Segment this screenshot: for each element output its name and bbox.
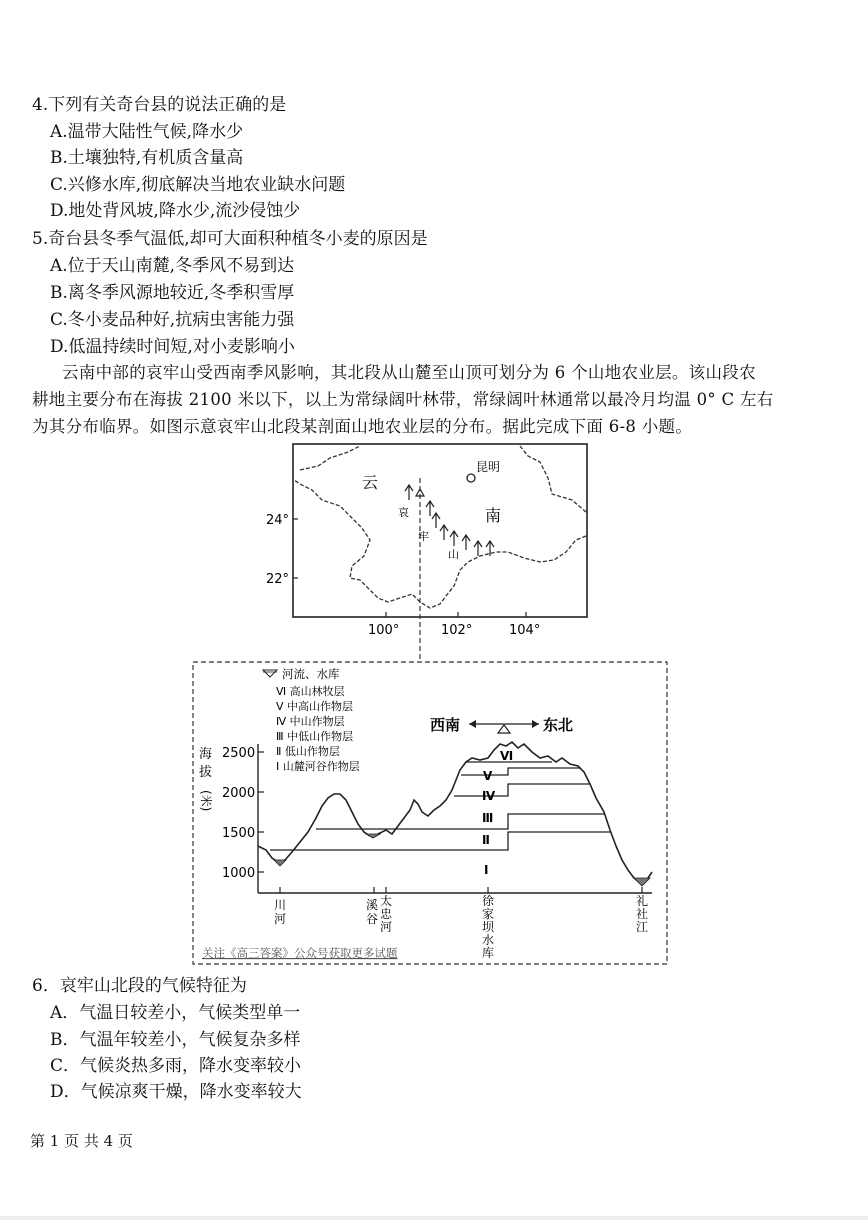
q5-option-a: A.位于天山南麓,冬季风不易到达 <box>50 256 295 276</box>
q5-option-b: B.离冬季风源地较近,冬季积雪厚 <box>50 283 295 303</box>
passage-line-3: 为其分布临界。如图示意哀牢山北段某剖面山地农业层的分布。据此完成下面 6-8 小题。 <box>32 417 693 436</box>
river-lishejiang <box>634 878 650 886</box>
ylabel-ba: 拔 <box>199 765 213 780</box>
layer-label-3: Ⅲ <box>482 811 494 825</box>
legend-item-5: Ⅴ 中高山作物层 <box>276 700 354 713</box>
layer-label-6: Ⅵ <box>500 749 514 763</box>
legend-item-6: Ⅵ 高山林牧层 <box>276 685 345 698</box>
river-legend-icon <box>263 670 277 677</box>
lon-tick-102: 102° <box>441 623 473 638</box>
place-lishe-3: 江 <box>636 920 649 934</box>
lat-tick-22: 22° <box>266 572 290 587</box>
q4-stem: 4.下列有关奇台县的说法正确的是 <box>32 95 287 115</box>
place-xujiaba-3: 坝 <box>482 920 495 934</box>
place-taizhong-1: 太 <box>380 894 393 908</box>
map-label-yun: 云 <box>362 473 379 492</box>
watermark: 关注《高三答案》公众号获取更多试题 <box>202 946 398 960</box>
direction-right: 东北 <box>543 716 574 734</box>
q6-option-d: D．气候凉爽干燥，降水变率较大 <box>50 1082 302 1102</box>
y-tick-1500: 1500 <box>222 826 256 841</box>
passage-line-2: 耕地主要分布在海拔 2100 米以下，以上为常绿阔叶林带，常绿阔叶林通常以最冷月均温 0° C 左右 <box>32 390 774 409</box>
q6-option-a: A．气温日较差小，气候类型单一 <box>50 1003 301 1023</box>
q6-option-c: C．气候炎热多雨，降水变率较小 <box>50 1056 302 1076</box>
place-taizhong-2: 忠 <box>380 907 393 921</box>
direction-left: 西南 <box>430 716 461 734</box>
lon-tick-104: 104° <box>509 623 541 638</box>
map-label-kunming: 昆明 <box>476 460 501 474</box>
page-footer: 第 1 页 共 4 页 <box>30 1132 133 1150</box>
map-label-nan: 南 <box>485 506 502 525</box>
place-taizhong-3: 河 <box>380 920 393 934</box>
y-tick-1000: 1000 <box>222 866 256 881</box>
summit-marker <box>498 725 510 733</box>
lon-tick-100: 100° <box>368 623 400 638</box>
q6-stem: 6．哀牢山北段的气候特征为 <box>32 976 247 996</box>
place-chuanhe-2: 河 <box>274 912 287 926</box>
legend-item-3: Ⅲ 中低山作物层 <box>276 730 354 743</box>
legend-river: 河流、水库 <box>282 667 340 681</box>
river-xigu <box>366 834 380 838</box>
map-label-ai: 哀 <box>398 506 409 519</box>
legend-item-1: Ⅰ 山麓河谷作物层 <box>276 760 360 773</box>
map-label-shan: 山 <box>448 548 459 561</box>
ylabel-hai: 海 <box>199 747 213 762</box>
lat-tick-24: 24° <box>266 513 290 528</box>
layer-label-1: Ⅰ <box>484 863 489 877</box>
place-lishe-2: 社 <box>636 907 649 921</box>
y-tick-2500: 2500 <box>222 746 256 761</box>
y-tick-2000: 2000 <box>222 786 256 801</box>
legend-item-4: Ⅳ 中山作物层 <box>276 715 345 728</box>
river-chuanhe <box>274 860 286 866</box>
place-xujiaba-4: 水 <box>482 933 495 947</box>
q5-option-c: C.冬小麦品种好,抗病虫害能力强 <box>50 310 295 330</box>
q4-option-a: A.温带大陆性气候,降水少 <box>50 122 244 142</box>
map-label-lao: 牢 <box>418 530 429 543</box>
place-chuanhe-1: 川 <box>274 898 287 912</box>
q4-option-b: B.土壤独特,有机质含量高 <box>50 148 244 168</box>
province-boundary <box>294 446 586 608</box>
place-xigu-1: 溪 <box>366 898 379 912</box>
kunming-marker <box>467 474 475 482</box>
layer-label-4: Ⅳ <box>482 789 496 803</box>
q4-option-c: C.兴修水库,彻底解决当地农业缺水问题 <box>50 175 346 195</box>
place-xigu-2: 谷 <box>366 912 379 926</box>
ylabel-unit: (米) <box>199 790 213 812</box>
layer-label-2: Ⅱ <box>482 833 490 847</box>
layer-label-5: Ⅴ <box>483 769 493 783</box>
q5-stem: 5.奇台县冬季气温低,却可大面积种植冬小麦的原因是 <box>32 229 428 249</box>
q4-option-d: D.地处背风坡,降水少,流沙侵蚀少 <box>50 201 301 221</box>
passage-line-1: 云南中部的哀牢山受西南季风影响，其北段从山麓至山顶可划分为 6 个山地农业层。该山段农 <box>62 363 756 382</box>
q6-option-b: B．气温年较差小，气候复杂多样 <box>50 1030 301 1050</box>
q5-option-d: D.低温持续时间短,对小麦影响小 <box>50 337 295 357</box>
place-xujiaba-5: 库 <box>482 946 495 960</box>
place-lishe-1: 礼 <box>636 894 649 908</box>
place-xujiaba-2: 家 <box>482 907 495 921</box>
place-xujiaba-1: 徐 <box>482 894 495 908</box>
legend-item-2: Ⅱ 低山作物层 <box>276 745 340 758</box>
bottom-rule <box>0 1216 868 1220</box>
